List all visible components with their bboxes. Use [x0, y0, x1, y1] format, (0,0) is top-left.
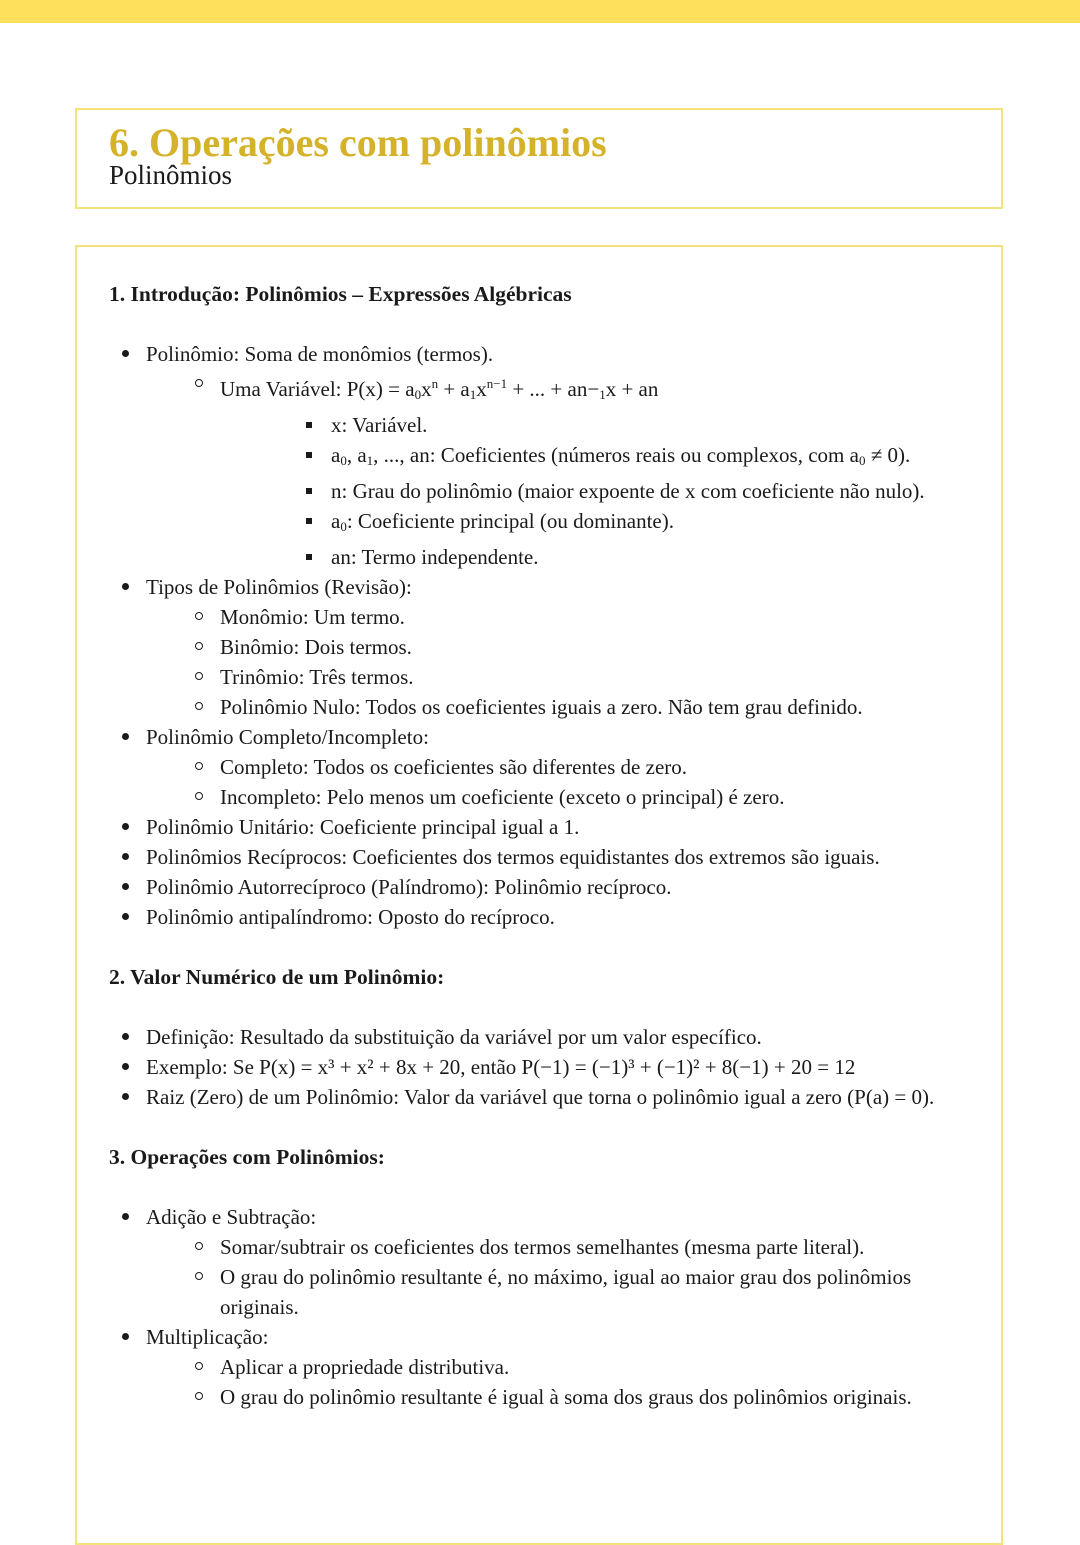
- section-2-heading: 2. Valor Numérico de um Polinômio:: [109, 965, 445, 989]
- section-3-heading: 3. Operações com Polinômios:: [109, 1145, 385, 1169]
- list-item: n: Grau do polinômio (maior expoente de x com coeficiente não nulo).: [220, 476, 979, 506]
- list-item: Polinômio Nulo: Todos os coeficientes iguais a zero. Não tem grau definido.: [146, 692, 979, 722]
- section-2-list: [109, 1022, 979, 1112]
- content-card: [75, 245, 1003, 1545]
- list-item: Multiplicação: Aplicar a propriedade distributiva. O grau do polinômio resultante é igual à soma dos graus dos polinômios originais.: [109, 1322, 979, 1412]
- list-item: Somar/subtrair os coeficientes dos termos semelhantes (mesma parte literal).: [146, 1232, 979, 1262]
- list-item: Polinômios Recíprocos: Coeficientes dos termos equidistantes dos extremos são iguais.: [109, 842, 979, 872]
- list-item: O grau do polinômio resultante é, no máximo, igual ao maior grau dos polinômios originais.: [146, 1262, 979, 1322]
- list-item: Adição e Subtração: Somar/subtrair os coeficientes dos termos semelhantes (mesma parte literal). O grau do polinômio resultante é, no máximo, igual ao maior grau dos polinômios originais.: [109, 1202, 979, 1322]
- title-card: [75, 108, 1003, 209]
- section-1-heading: 1. Introdução: Polinômios – Expressões Algébricas: [109, 282, 572, 306]
- section-3-list: [109, 1202, 979, 1412]
- list-item: Exemplo: Se P(x) = x³ + x² + 8x + 20, então P(−1) = (−1)³ + (−1)² + 8(−1) + 20 = 12: [109, 1052, 979, 1082]
- list-item: Incompleto: Pelo menos um coeficiente (exceto o principal) é zero.: [146, 782, 979, 812]
- list-item: Monômio: Um termo.: [146, 602, 979, 632]
- list-item: Aplicar a propriedade distributiva.: [146, 1352, 979, 1382]
- list-item: O grau do polinômio resultante é igual à soma dos graus dos polinômios originais.: [146, 1382, 979, 1412]
- formula-item: Uma Variável: $P(x) = a_0x^n + a_1x^{n-1}$ + ... + $an-_1x$ + an x: Variável. $a_0$, $a_1$, ..., an: Coeficientes (números reais ou complexos, com $a_0 \ne 0$). n: Grau do polinômio (maior expoente de x com coeficiente não nulo). $a_0$: Coeficiente principal (ou dominante). an: Termo independente.: [146, 369, 979, 572]
- list-item: Polinômio Autorrecíproco (Palíndromo): Polinômio recíproco.: [109, 872, 979, 902]
- list-item: Definição: Resultado da substituição da variável por um valor específico.: [109, 1022, 979, 1052]
- list-item: Polinômio Unitário: Coeficiente principal igual a 1.: [109, 812, 979, 842]
- list-item: an: Termo independente.: [220, 542, 979, 572]
- list-item: Polinômio: Soma de monômios (termos). Uma Variável: $P(x) = a_0x^n + a_1x^{n-1}$ + ... + $an-_1x$ + an x: Variável. $a_0$, $a_1$, ..., an: Coeficientes (números reais ou complexos, com $a_0 \ne 0$). n: Grau do polinômio (maior expoente de x com coeficiente não nulo). $a_0$: Coeficiente principal (ou dominante). an: Termo independente.: [109, 339, 979, 572]
- list-item: $a_0$, $a_1$, ..., an: Coeficientes (números reais ou complexos, com $a_0 \ne 0$).: [220, 440, 979, 476]
- page-subtitle: Polinômios: [109, 160, 233, 190]
- top-accent-bar: [0, 0, 1080, 23]
- list-item: Raiz (Zero) de um Polinômio: Valor da variável que torna o polinômio igual a zero (P(a) = 0).: [109, 1082, 979, 1112]
- list-item: Polinômio Completo/Incompleto: Completo: Todos os coeficientes são diferentes de zero. Incompleto: Pelo menos um coeficiente (exceto o principal) é zero.: [109, 722, 979, 812]
- list-item: Polinômio antipalíndromo: Oposto do recíproco.: [109, 902, 979, 932]
- page-title: 6. Operações com polinômios: [109, 120, 607, 165]
- section-1-list: [109, 339, 979, 932]
- list-item: Tipos de Polinômios (Revisão): Monômio: Um termo. Binômio: Dois termos. Trinômio: Três termos. Polinômio Nulo: Todos os coeficientes iguais a zero. Não tem grau definido.: [109, 572, 979, 722]
- content-body: [109, 279, 979, 1442]
- list-item: Binômio: Dois termos.: [146, 632, 979, 662]
- list-item: Completo: Todos os coeficientes são diferentes de zero.: [146, 752, 979, 782]
- list-item: $a_0$: Coeficiente principal (ou dominante).: [220, 506, 979, 542]
- list-item: Trinômio: Três termos.: [146, 662, 979, 692]
- list-item: x: Variável.: [220, 410, 979, 440]
